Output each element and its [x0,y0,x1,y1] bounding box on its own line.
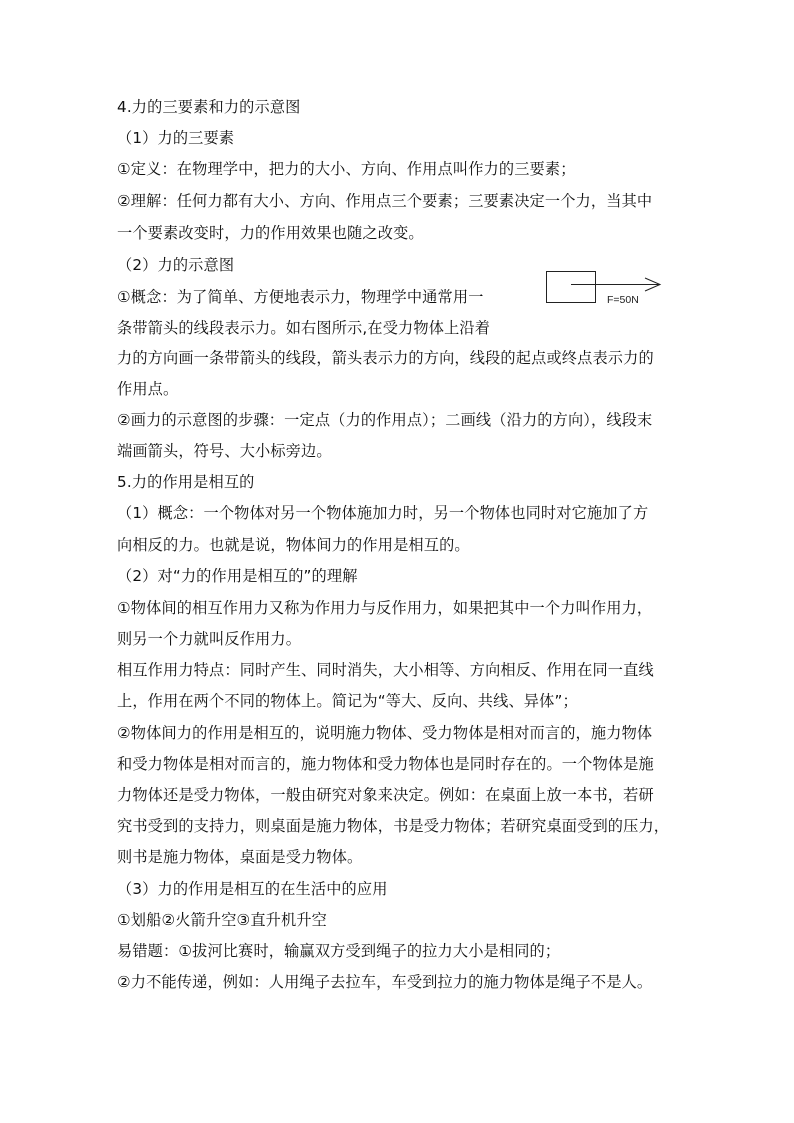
subsection-force-diagram: （2）力的示意图 [117,256,235,274]
features-line-1: 相互作用力特点：同时产生、同时消失，大小相等、方向相反、作用在同一直线 [117,661,654,679]
mutual-concept-line-2: 向相反的力。也就是说，物体间力的作用是相互的。 [117,536,470,554]
relative-line-5: 则书是施力物体，桌面是受力物体。 [117,848,363,866]
force-diagram-figure [541,267,671,307]
concept-line-1: ①概念：为了简单、方便地表示力，物理学中通常用一 [117,288,484,306]
concept-line-3: 力的方向画一条带箭头的线段，箭头表示力的方向，线段的起点或终点表示力的 [117,349,654,367]
common-mistake-line-2: ②力不能传递，例如：人用绳子去拉车，车受到拉力的施力物体是绳子不是人。 [117,973,653,991]
subsection-three-elements: （1）力的三要素 [117,129,235,147]
relative-line-1: ②物体间力的作用是相互的，说明施力物体、受力物体是相对而言的，施力物体 [117,724,653,742]
definition-line: ①定义：在物理学中，把力的大小、方向、作用点叫作力的三要素； [117,160,576,178]
reaction-line-1: ①物体间的相互作用力又称为作用力与反作用力，如果把其中一个力叫作用力， [117,599,653,617]
relative-line-4: 究书受到的支持力，则桌面是施力物体，书是受力物体；若研究桌面受到的压力， [117,817,670,835]
section-4-heading: 4.力的三要素和力的示意图 [117,98,301,116]
subsection-applications: （3）力的作用是相互的在生活中的应用 [117,880,388,898]
force-label: F=50N [607,294,639,306]
concept-line-2: 条带箭头的线段表示力。如右图所示,在受力物体上沿着 [117,319,491,337]
understanding-line-2: 一个要素改变时，力的作用效果也随之改变。 [117,224,424,242]
object-box [547,272,596,303]
section-5-heading: 5.力的作用是相互的 [117,473,255,491]
relative-line-3: 力物体还是受力物体，一般由研究对象来决定。例如：在桌面上放一本书，若研 [117,786,654,804]
relative-line-2: 和受力物体是相对而言的，施力物体和受力物体也是同时存在的。一个物体是施 [117,755,654,773]
understanding-line-1: ②理解：任何力都有大小、方向、作用点三个要素；三要素决定一个力，当其中 [117,192,653,210]
common-mistake-line-1: 易错题：①拔河比赛时，输赢双方受到绳子的拉力大小是相同的； [117,942,561,960]
mutual-concept-line-1: （1）概念：一个物体对另一个物体施加力时，另一个物体也同时对它施加了方 [117,504,649,522]
subsection-understanding: （2）对“力的作用是相互的”的理解 [117,567,358,585]
features-line-2: 上，作用在两个不同的物体上。简记为“等大、反向、共线、异体”； [117,692,578,710]
applications-list: ①划船②火箭升空③直升机升空 [117,911,328,929]
concept-line-4: 作用点。 [117,380,179,398]
reaction-line-2: 则另一个力就叫反作用力。 [117,630,302,648]
drawing-steps-line-2: 端画箭头，符号、大小标旁边。 [117,442,332,460]
drawing-steps-line-1: ②画力的示意图的步骤：一定点（力的作用点）；二画线（沿力的方向），线段末 [117,411,653,429]
